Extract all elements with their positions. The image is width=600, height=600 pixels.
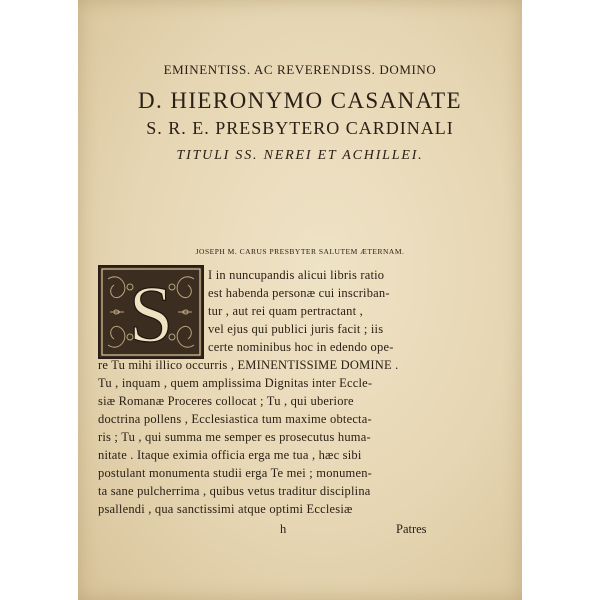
ornamental-initial-s <box>98 265 204 359</box>
body-line-9: doctrina pollens , Ecclesiastica tum maxime obtecta- <box>98 412 372 426</box>
body-line-1: I in nuncupandis alicui libris ratio <box>208 268 385 282</box>
body-line-11: nitate . Itaque eximia officia erga me tua , hæc sibi <box>98 448 362 462</box>
body-line-3: tur , aut rei quam pertractant , <box>208 304 363 318</box>
body-line-14: psallendi , qua sanctissimi atque optimi Ecclesiæ <box>98 502 353 516</box>
body-line-4: vel ejus qui publici juris facit ; iis <box>208 322 384 336</box>
book-page <box>78 0 522 600</box>
initial-letter: S <box>128 271 174 357</box>
dedicatee-name: D. HIERONYMO CASANATE <box>138 88 462 113</box>
dedicatee-title: S. R. E. PRESBYTERO CARDINALI <box>146 118 454 138</box>
body-line-8: siæ Romanæ Proceres collocat ; Tu , qui uberiore <box>98 394 354 408</box>
body-line-5: certe nominibus hoc in edendo ope- <box>208 340 394 354</box>
catchword: Patres <box>396 522 427 536</box>
body-line-10: ris ; Tu , qui summa me semper es prosecutus huma- <box>98 430 371 444</box>
body-line-7: Tu , inquam , quem amplissima Dignitas inter Eccle- <box>98 376 373 390</box>
dedication-line: EMINENTISS. AC REVERENDISS. DOMINO <box>163 62 437 77</box>
body-line-2: est habenda personæ cui inscriban- <box>208 286 390 300</box>
body-line-6: re Tu mihi illico occurris , EMINENTISSIME DOMINE . <box>98 358 399 372</box>
salutation-line: JOSEPH M. CARUS PRESBYTER SALUTEM ÆTERNAM. <box>195 247 405 256</box>
signature-mark: h <box>280 522 287 536</box>
body-line-13: ta sane pulcherrima , quibus vetus traditur disciplina <box>98 484 371 498</box>
dedicatee-subtitle: TITULI SS. NEREI ET ACHILLEI. <box>176 148 424 163</box>
body-line-12: postulant monumenta studii erga Te mei ; monumen- <box>98 466 373 480</box>
